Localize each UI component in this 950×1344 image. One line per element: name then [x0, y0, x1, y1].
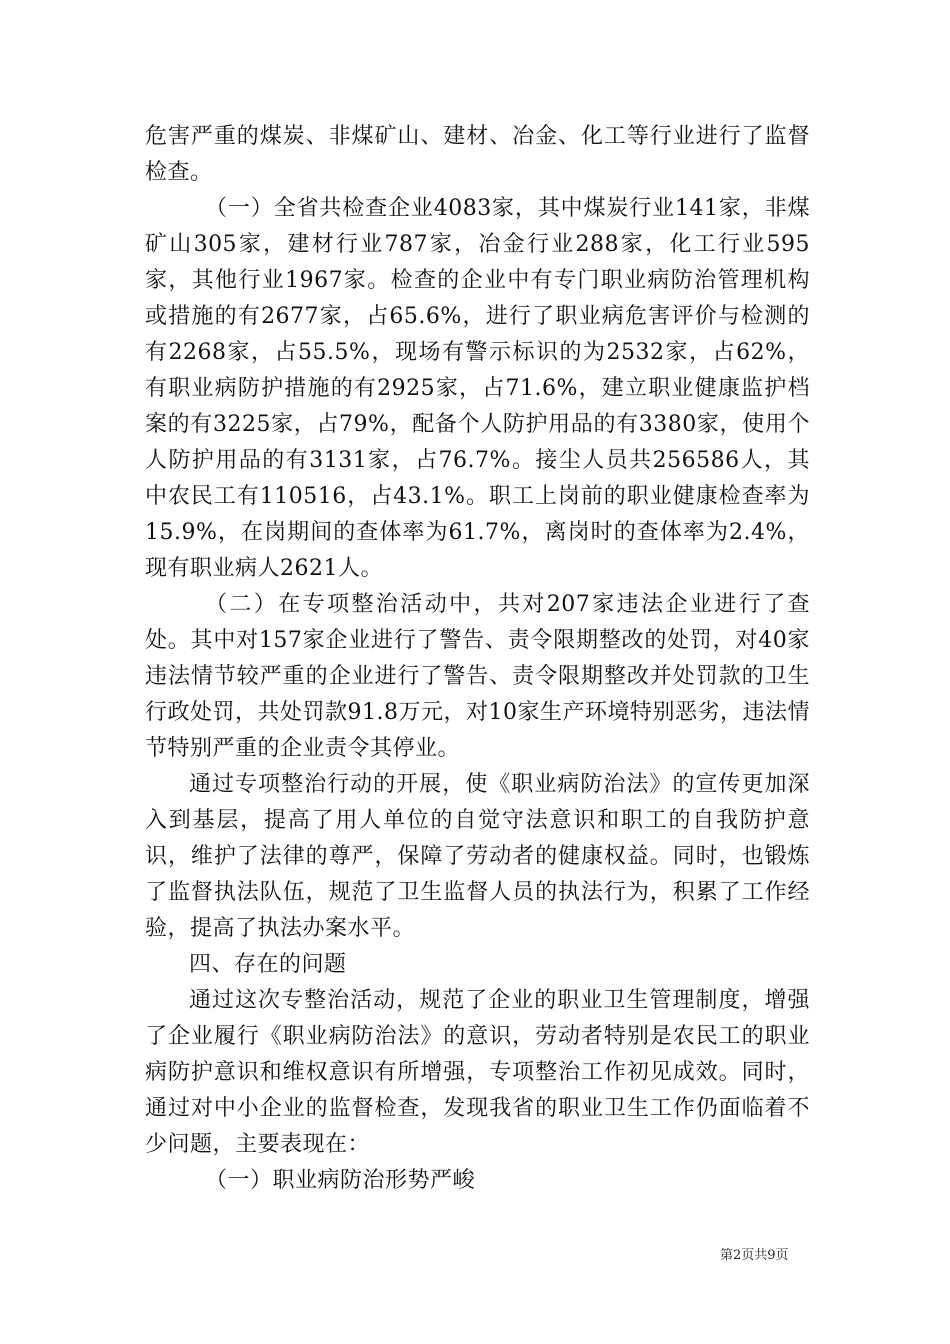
paragraph-section-two: （二）在专项整治活动中，共对207家违法企业进行了查处。其中对157家企业进行了警告、责令限期整改的处罚，对40家违法情节较严重的企业进行了警告、责令限期整改并处罚款的卫生行政处罚，共处罚款91.8万元，对10家生产环境特别恶劣，违法情节特别严重的企业责令其停业。: [145, 592, 810, 761]
paragraph-continuation: 危害严重的煤炭、非煤矿山、建材、冶金、化工等行业进行了监督检查。: [145, 124, 810, 185]
paragraph-summary: 通过专项整治行动的开展，使《职业病防治法》的宣传更加深入到基层，提高了用人单位的自觉守法意识和职工的自我防护意识，维护了法律的尊严，保障了劳动者的健康权益。同时，也锻炼了监督执法队伍，规范了卫生监督人员的执法行为，积累了工作经验，提高了执法办案水平。: [145, 772, 810, 941]
paragraph-section-one: （一）全省共检查企业4083家，其中煤炭行业141家，非煤矿山305家，建材行业787家，冶金行业288家，化工行业595家，其他行业1967家。检查的企业中有专门职业病防治管理机构或措施的有2677家，占65.6%，进行了职业病危害评价与检测的有2268家，占55.5%，现场有警示标识的为2532家，占62%，有职业病防护措施的有2925家，占71.6%，建立职业健康监护档案的有3225家，占79%，配备个人防护用品的有3380家，使用个人防护用品的有3131家，占76.7%。接尘人员共256586人，其中农民工有110516，占43.1%。职工上岗前的职业健康检查率为15.9%，在岗期间的查体率为61.7%，离岗时的查体率为2.4%，现有职业病人2621人。: [145, 196, 810, 581]
section-heading-problems: 四、存在的问题: [189, 952, 347, 977]
paragraph-problems-intro: 通过这次专整治活动，规范了企业的职业卫生管理制度，增强了企业履行《职业病防治法》的意识，劳动者特别是农民工的职业病防护意识和维权意识有所增强，专项整治工作初见成效。同时，通过对中小企业的监督检查，发现我省的职业卫生工作仍面临着不少问题，主要表现在：: [145, 988, 810, 1157]
page-number-footer: 第2页共9页: [720, 1248, 789, 1263]
subheading-occupational-disease: （一）职业病防治形势严峻: [205, 1168, 476, 1193]
document-body: [145, 119, 810, 1199]
